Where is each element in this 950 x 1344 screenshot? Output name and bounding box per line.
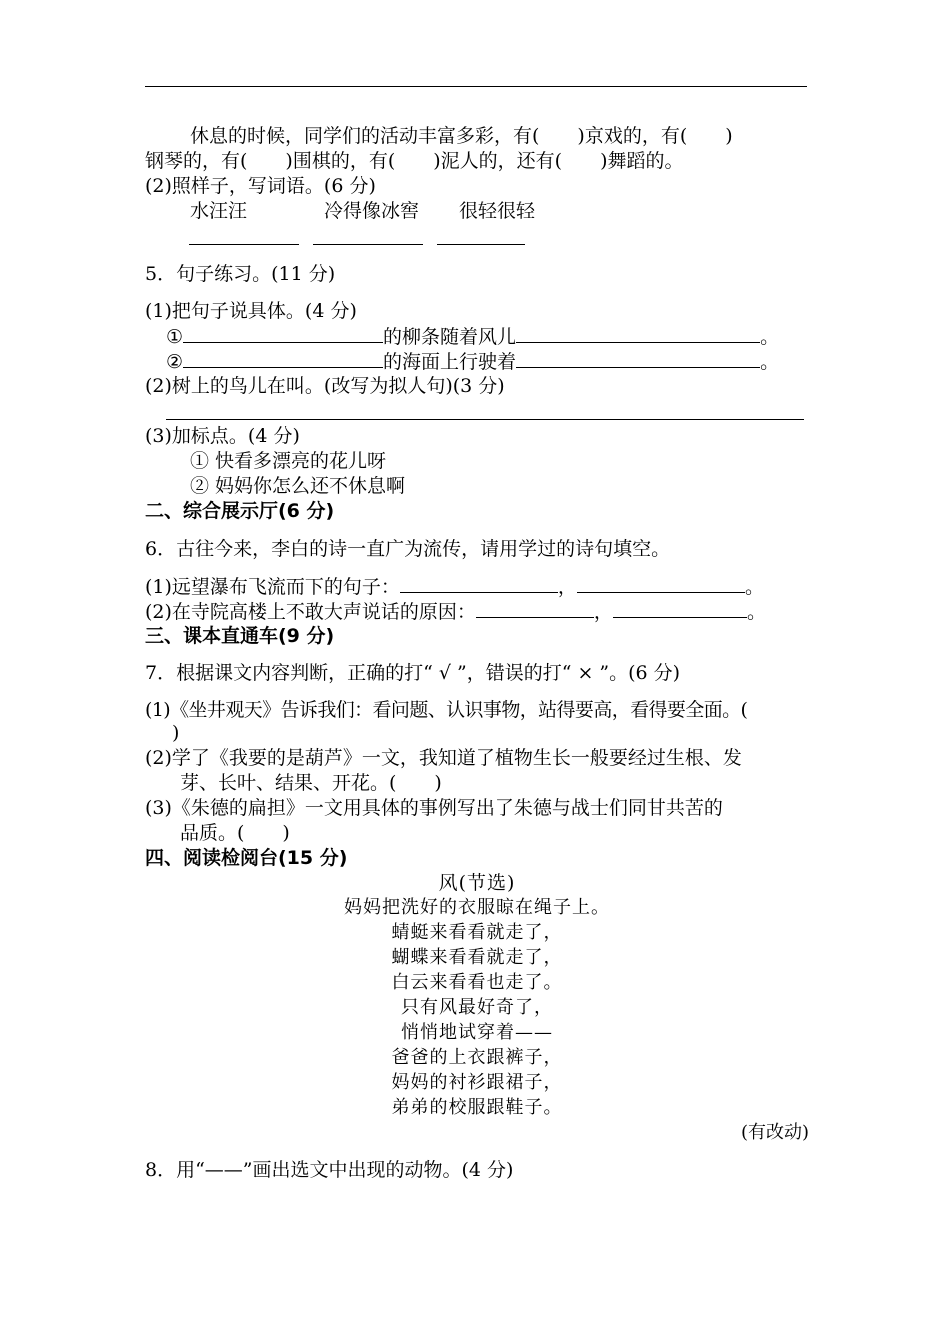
item-end: 。 [760,326,780,348]
q7-item3-line1: (3)《朱德的扁担》一文用具体的事例写出了朱德与战士们同甘共苦的 [145,797,723,819]
q6-item1-label: (1)远望瀑布飞流而下的句子： [145,576,400,598]
q7-item1-line2: ) [172,722,180,744]
period: 。 [744,576,764,598]
q5-title: 5．句子练习。(11 分) [145,263,336,285]
q7-item2-line1: (2)学了《我要的是葫芦》一文，我知道了植物生长一般要经过生根、发 [145,747,742,769]
q5-sub3-title: (3)加标点。(4 分) [145,425,300,447]
q5-item1 [166,324,779,349]
q7-item1-line1: (1)《坐井观天》告诉我们：看问题、认识事物，站得要高，看得要全面。( [145,699,748,721]
answer-blank[interactable] [516,324,760,343]
example-word-1: 水汪汪 [190,200,248,222]
q6-item2-label: (2)在寺院高楼上不敢大声说话的原因： [145,601,476,623]
q7-item3-line2: 品质。( ) [180,822,290,844]
poem-line: 妈妈的衬衫跟裙子， [391,1072,563,1093]
period: 。 [746,601,766,623]
q7-title: 7．根据课文内容判断，正确的打“ √ ”，错误的打“ × ”。(6 分) [145,662,681,684]
poem-line: 蜻蜓来看看就走了， [391,922,563,943]
q6-item2 [145,599,766,624]
answer-blank[interactable] [183,324,383,343]
answer-blank[interactable] [400,574,558,593]
example-word-3: 很轻很轻 [459,200,536,222]
answer-blank[interactable] [313,226,423,245]
poem-line: 只有风最好奇了， [401,997,553,1018]
punct-item-1: ① 快看多漂亮的花儿呀 [190,450,387,472]
q5-item2 [166,349,779,374]
q6-item1 [145,574,764,599]
item-number: ② [166,351,184,373]
answer-line[interactable] [166,419,804,420]
q8-title: 8．用“——”画出选文中出现的动物。(4 分) [145,1159,514,1181]
item-end: 。 [760,351,780,373]
answer-blank[interactable] [437,226,525,245]
punct-item-2: ② 妈妈你怎么还不休息啊 [190,475,406,497]
poem-line: 爸爸的上衣跟裤子， [391,1047,563,1068]
q6-title: 6．古往今来，李白的诗一直广为流传，请用学过的诗句填空。 [145,538,671,560]
poem-line: 蝴蝶来看看就走了， [391,947,563,968]
poem-line: 妈妈把洗好的衣服晾在绳子上。 [344,897,610,918]
poem-line: 悄悄地试穿着—— [401,1022,553,1043]
q5-sub2-title: (2)树上的鸟儿在叫。(改写为拟人句)(3 分) [145,375,505,397]
item-text: 的柳条随着风儿 [383,326,517,348]
header-rule [145,86,807,87]
answer-blank[interactable] [183,349,383,368]
q7-item2-line2: 芽、长叶、结果、开花。( ) [180,772,442,794]
section-2-heading: 二、综合展示厅(6 分) [145,500,335,522]
answer-blank[interactable] [613,599,747,618]
answer-blank[interactable] [189,226,299,245]
poem-line: 弟弟的校服跟鞋子。 [391,1097,563,1118]
source-note: (有改动) [740,1122,809,1143]
item-number: ① [166,326,184,348]
poem-line: 白云来看看也走了。 [391,972,563,993]
q5-sub1-title: (1)把句子说具体。(4 分) [145,300,357,322]
answer-blank[interactable] [577,574,745,593]
item-text: 的海面上行驶着 [383,351,517,373]
poem-title: 风(节选) [438,872,516,894]
q4-paragraph-line1: 休息的时候，同学们的活动丰富多彩，有( )京戏的，有( ) [190,125,733,147]
example-answer-blanks [189,226,525,251]
section-3-heading: 三、课本直通车(9 分) [145,625,335,647]
q4-sub2-title: (2)照样子，写词语。(6 分) [145,175,376,197]
answer-blank[interactable] [476,599,594,618]
example-word-2: 冷得像冰窖 [324,200,420,222]
q4-paragraph-line2: 钢琴的，有( )围棋的，有( )泥人的，还有( )舞蹈的。 [145,150,684,172]
comma: ， [593,601,613,623]
answer-blank[interactable] [516,349,760,368]
comma: ， [557,576,577,598]
section-4-heading: 四、阅读检阅台(15 分) [145,847,348,869]
